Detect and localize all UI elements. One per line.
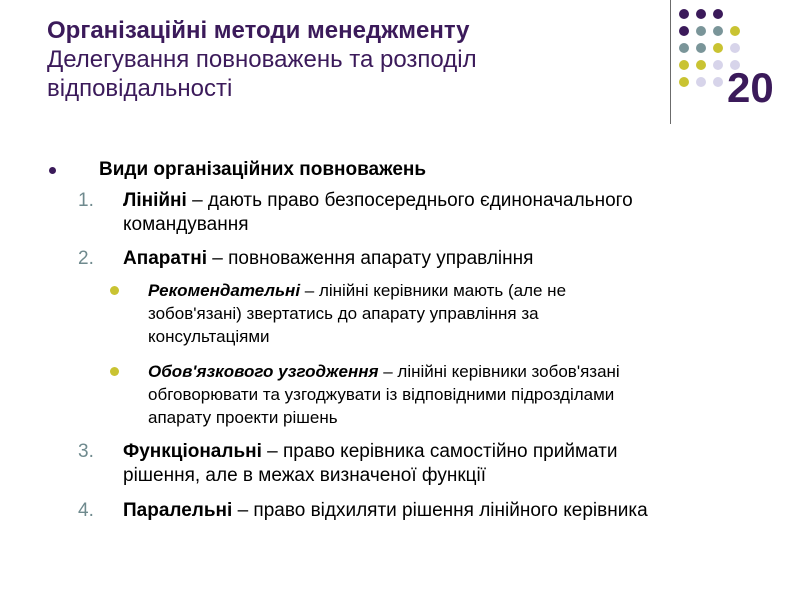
sub-item-1-line3: консультаціями — [148, 327, 270, 346]
list-heading: Види організаційних повноважень — [99, 159, 427, 180]
sub-item-2: Обов'язкового узгодження – лінійні керівники зобов'язані — [148, 362, 620, 381]
list-item-1-line2: командування — [123, 214, 249, 235]
title-subtitle-line2: відповідальності — [47, 75, 233, 102]
sub-bullet-icon — [110, 286, 119, 295]
item-number: 3. — [78, 441, 94, 462]
list-item-1: Лінійні – дають право безпосереднього єдиноначального — [123, 190, 633, 211]
list-item-4: Паралельні – право відхиляти рішення лінійного керівника — [123, 500, 648, 521]
title-subtitle-line1: Делегування повноважень та розподіл — [47, 46, 477, 73]
slide-number: 20 — [727, 64, 774, 111]
title-main: Організаційні методи менеджменту — [47, 17, 470, 44]
item-number: 1. — [78, 190, 94, 211]
list-item-3-line2: рішення, але в межах визначеної функції — [123, 465, 487, 486]
sub-item-2-line3: апарату проекти рішень — [148, 408, 338, 427]
sub-bullet-icon — [110, 367, 119, 376]
sub-item-2-line2: обговорювати та узгоджувати із відповідними підрозділами — [148, 385, 615, 404]
item-number: 2. — [78, 248, 94, 269]
sub-item-1-line2: зобов'язані) звертатись до апарату управління за — [148, 304, 539, 323]
heading-bullet-icon — [49, 167, 56, 174]
item-number: 4. — [78, 500, 94, 521]
list-item-2: Апаратні – повноваження апарату управління — [123, 248, 534, 269]
list-item-3: Функціональні – право керівника самостійно приймати — [123, 441, 618, 462]
sub-item-1: Рекомендательні – лінійні керівники мають (але не — [148, 281, 567, 300]
